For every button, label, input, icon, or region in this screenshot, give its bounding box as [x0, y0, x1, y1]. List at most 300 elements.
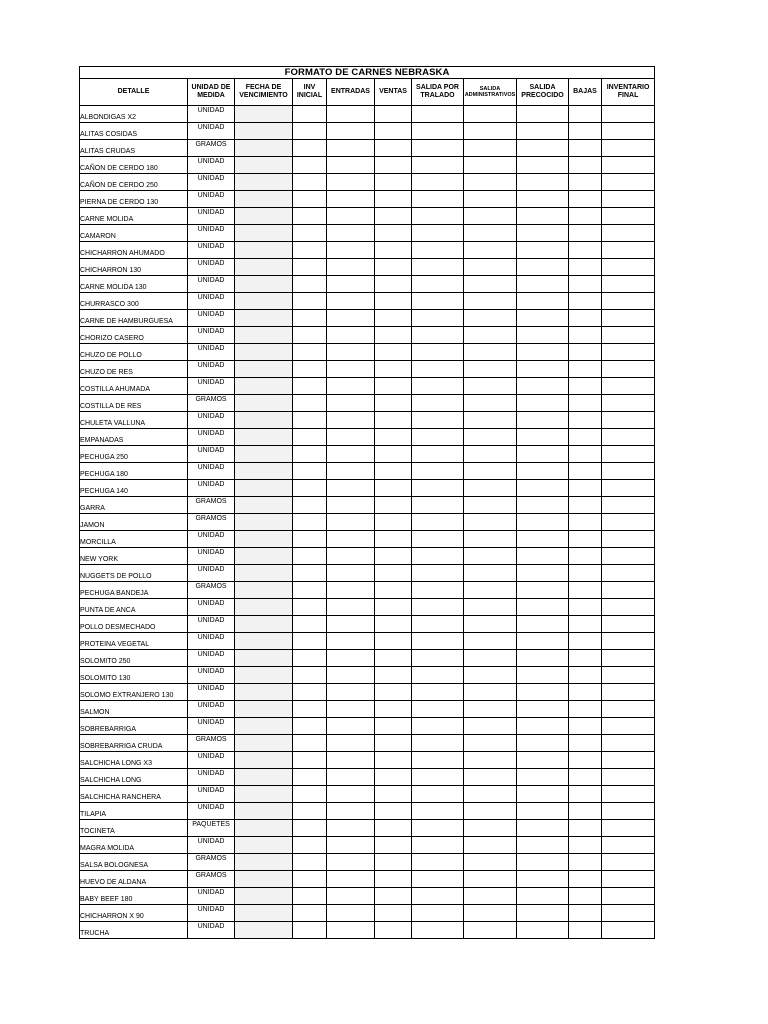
cell-fecha[interactable] — [235, 208, 293, 225]
cell-fecha[interactable] — [235, 378, 293, 395]
cell-inventario-final[interactable] — [602, 769, 655, 786]
cell-salida-tralado[interactable] — [412, 140, 464, 157]
cell-inv-inicial[interactable] — [293, 344, 327, 361]
cell-inv-inicial[interactable] — [293, 106, 327, 123]
cell-salida-precocido[interactable] — [517, 446, 569, 463]
cell-inventario-final[interactable] — [602, 922, 655, 939]
cell-salida-administrativos[interactable] — [464, 599, 517, 616]
cell-inventario-final[interactable] — [602, 752, 655, 769]
cell-salida-administrativos[interactable] — [464, 378, 517, 395]
cell-salida-precocido[interactable] — [517, 531, 569, 548]
cell-salida-tralado[interactable] — [412, 446, 464, 463]
cell-inventario-final[interactable] — [602, 718, 655, 735]
cell-inventario-final[interactable] — [602, 395, 655, 412]
cell-bajas[interactable] — [569, 684, 602, 701]
cell-ventas[interactable] — [375, 344, 412, 361]
cell-salida-tralado[interactable] — [412, 616, 464, 633]
cell-salida-tralado[interactable] — [412, 480, 464, 497]
cell-entradas[interactable] — [327, 140, 375, 157]
cell-salida-administrativos[interactable] — [464, 854, 517, 871]
cell-salida-administrativos[interactable] — [464, 327, 517, 344]
cell-salida-precocido[interactable] — [517, 123, 569, 140]
cell-inventario-final[interactable] — [602, 344, 655, 361]
cell-bajas[interactable] — [569, 463, 602, 480]
cell-inventario-final[interactable] — [602, 140, 655, 157]
cell-ventas[interactable] — [375, 225, 412, 242]
cell-salida-administrativos[interactable] — [464, 684, 517, 701]
cell-salida-tralado[interactable] — [412, 701, 464, 718]
cell-inventario-final[interactable] — [602, 429, 655, 446]
cell-fecha[interactable] — [235, 735, 293, 752]
cell-salida-precocido[interactable] — [517, 310, 569, 327]
cell-entradas[interactable] — [327, 429, 375, 446]
cell-fecha[interactable] — [235, 905, 293, 922]
cell-salida-precocido[interactable] — [517, 429, 569, 446]
cell-inventario-final[interactable] — [602, 582, 655, 599]
cell-fecha[interactable] — [235, 225, 293, 242]
cell-salida-tralado[interactable] — [412, 327, 464, 344]
cell-salida-administrativos[interactable] — [464, 259, 517, 276]
cell-ventas[interactable] — [375, 157, 412, 174]
cell-bajas[interactable] — [569, 531, 602, 548]
cell-inv-inicial[interactable] — [293, 888, 327, 905]
cell-fecha[interactable] — [235, 786, 293, 803]
cell-inventario-final[interactable] — [602, 514, 655, 531]
cell-entradas[interactable] — [327, 650, 375, 667]
cell-fecha[interactable] — [235, 650, 293, 667]
cell-fecha[interactable] — [235, 191, 293, 208]
cell-inv-inicial[interactable] — [293, 582, 327, 599]
cell-ventas[interactable] — [375, 905, 412, 922]
cell-bajas[interactable] — [569, 106, 602, 123]
cell-inv-inicial[interactable] — [293, 293, 327, 310]
cell-salida-tralado[interactable] — [412, 837, 464, 854]
cell-salida-administrativos[interactable] — [464, 922, 517, 939]
cell-inv-inicial[interactable] — [293, 650, 327, 667]
cell-inventario-final[interactable] — [602, 378, 655, 395]
cell-salida-precocido[interactable] — [517, 769, 569, 786]
cell-salida-tralado[interactable] — [412, 565, 464, 582]
cell-bajas[interactable] — [569, 123, 602, 140]
cell-inventario-final[interactable] — [602, 905, 655, 922]
cell-inv-inicial[interactable] — [293, 667, 327, 684]
cell-salida-precocido[interactable] — [517, 837, 569, 854]
cell-inv-inicial[interactable] — [293, 820, 327, 837]
cell-entradas[interactable] — [327, 412, 375, 429]
cell-salida-administrativos[interactable] — [464, 514, 517, 531]
cell-inv-inicial[interactable] — [293, 310, 327, 327]
cell-inventario-final[interactable] — [602, 548, 655, 565]
cell-inventario-final[interactable] — [602, 293, 655, 310]
cell-salida-precocido[interactable] — [517, 820, 569, 837]
cell-inventario-final[interactable] — [602, 633, 655, 650]
cell-salida-precocido[interactable] — [517, 480, 569, 497]
cell-salida-administrativos[interactable] — [464, 735, 517, 752]
cell-entradas[interactable] — [327, 480, 375, 497]
cell-inv-inicial[interactable] — [293, 191, 327, 208]
cell-bajas[interactable] — [569, 599, 602, 616]
cell-ventas[interactable] — [375, 293, 412, 310]
cell-bajas[interactable] — [569, 242, 602, 259]
cell-bajas[interactable] — [569, 259, 602, 276]
cell-bajas[interactable] — [569, 854, 602, 871]
cell-entradas[interactable] — [327, 446, 375, 463]
cell-bajas[interactable] — [569, 140, 602, 157]
cell-inv-inicial[interactable] — [293, 701, 327, 718]
cell-ventas[interactable] — [375, 446, 412, 463]
cell-salida-tralado[interactable] — [412, 871, 464, 888]
cell-salida-precocido[interactable] — [517, 599, 569, 616]
cell-salida-tralado[interactable] — [412, 820, 464, 837]
cell-fecha[interactable] — [235, 718, 293, 735]
cell-fecha[interactable] — [235, 531, 293, 548]
cell-fecha[interactable] — [235, 157, 293, 174]
cell-fecha[interactable] — [235, 344, 293, 361]
cell-salida-tralado[interactable] — [412, 378, 464, 395]
cell-fecha[interactable] — [235, 327, 293, 344]
cell-salida-tralado[interactable] — [412, 361, 464, 378]
cell-salida-precocido[interactable] — [517, 463, 569, 480]
cell-entradas[interactable] — [327, 667, 375, 684]
cell-ventas[interactable] — [375, 701, 412, 718]
cell-inventario-final[interactable] — [602, 157, 655, 174]
cell-ventas[interactable] — [375, 735, 412, 752]
cell-salida-precocido[interactable] — [517, 361, 569, 378]
cell-fecha[interactable] — [235, 803, 293, 820]
cell-fecha[interactable] — [235, 310, 293, 327]
cell-salida-precocido[interactable] — [517, 871, 569, 888]
cell-salida-tralado[interactable] — [412, 888, 464, 905]
cell-ventas[interactable] — [375, 650, 412, 667]
cell-ventas[interactable] — [375, 395, 412, 412]
cell-entradas[interactable] — [327, 293, 375, 310]
cell-inv-inicial[interactable] — [293, 395, 327, 412]
cell-fecha[interactable] — [235, 888, 293, 905]
cell-salida-administrativos[interactable] — [464, 191, 517, 208]
cell-ventas[interactable] — [375, 174, 412, 191]
cell-salida-precocido[interactable] — [517, 344, 569, 361]
cell-inventario-final[interactable] — [602, 565, 655, 582]
cell-inventario-final[interactable] — [602, 616, 655, 633]
cell-inv-inicial[interactable] — [293, 735, 327, 752]
cell-salida-tralado[interactable] — [412, 633, 464, 650]
cell-salida-administrativos[interactable] — [464, 446, 517, 463]
cell-inventario-final[interactable] — [602, 463, 655, 480]
cell-ventas[interactable] — [375, 565, 412, 582]
cell-ventas[interactable] — [375, 718, 412, 735]
cell-bajas[interactable] — [569, 633, 602, 650]
cell-entradas[interactable] — [327, 905, 375, 922]
cell-fecha[interactable] — [235, 480, 293, 497]
cell-salida-precocido[interactable] — [517, 276, 569, 293]
cell-entradas[interactable] — [327, 531, 375, 548]
cell-inv-inicial[interactable] — [293, 922, 327, 939]
cell-salida-precocido[interactable] — [517, 922, 569, 939]
cell-bajas[interactable] — [569, 616, 602, 633]
cell-salida-administrativos[interactable] — [464, 140, 517, 157]
cell-inv-inicial[interactable] — [293, 242, 327, 259]
cell-salida-administrativos[interactable] — [464, 412, 517, 429]
cell-salida-tralado[interactable] — [412, 650, 464, 667]
cell-ventas[interactable] — [375, 412, 412, 429]
cell-inv-inicial[interactable] — [293, 684, 327, 701]
cell-salida-precocido[interactable] — [517, 905, 569, 922]
cell-inventario-final[interactable] — [602, 701, 655, 718]
cell-salida-administrativos[interactable] — [464, 344, 517, 361]
cell-salida-tralado[interactable] — [412, 123, 464, 140]
cell-bajas[interactable] — [569, 701, 602, 718]
cell-ventas[interactable] — [375, 616, 412, 633]
cell-salida-precocido[interactable] — [517, 582, 569, 599]
cell-fecha[interactable] — [235, 684, 293, 701]
cell-bajas[interactable] — [569, 803, 602, 820]
cell-salida-administrativos[interactable] — [464, 616, 517, 633]
cell-ventas[interactable] — [375, 667, 412, 684]
cell-salida-tralado[interactable] — [412, 905, 464, 922]
cell-inventario-final[interactable] — [602, 276, 655, 293]
cell-ventas[interactable] — [375, 259, 412, 276]
cell-salida-administrativos[interactable] — [464, 463, 517, 480]
cell-salida-precocido[interactable] — [517, 803, 569, 820]
cell-salida-tralado[interactable] — [412, 769, 464, 786]
cell-salida-precocido[interactable] — [517, 157, 569, 174]
cell-inv-inicial[interactable] — [293, 463, 327, 480]
cell-inv-inicial[interactable] — [293, 276, 327, 293]
cell-ventas[interactable] — [375, 820, 412, 837]
cell-bajas[interactable] — [569, 395, 602, 412]
cell-inventario-final[interactable] — [602, 123, 655, 140]
cell-bajas[interactable] — [569, 922, 602, 939]
cell-salida-administrativos[interactable] — [464, 582, 517, 599]
cell-bajas[interactable] — [569, 429, 602, 446]
cell-salida-precocido[interactable] — [517, 667, 569, 684]
cell-ventas[interactable] — [375, 871, 412, 888]
cell-fecha[interactable] — [235, 463, 293, 480]
cell-fecha[interactable] — [235, 140, 293, 157]
cell-bajas[interactable] — [569, 667, 602, 684]
cell-salida-administrativos[interactable] — [464, 837, 517, 854]
cell-entradas[interactable] — [327, 276, 375, 293]
cell-salida-tralado[interactable] — [412, 531, 464, 548]
cell-salida-administrativos[interactable] — [464, 531, 517, 548]
cell-salida-precocido[interactable] — [517, 412, 569, 429]
cell-entradas[interactable] — [327, 174, 375, 191]
cell-inventario-final[interactable] — [602, 361, 655, 378]
cell-salida-precocido[interactable] — [517, 242, 569, 259]
cell-bajas[interactable] — [569, 157, 602, 174]
cell-entradas[interactable] — [327, 769, 375, 786]
cell-inv-inicial[interactable] — [293, 599, 327, 616]
cell-salida-precocido[interactable] — [517, 735, 569, 752]
cell-salida-administrativos[interactable] — [464, 225, 517, 242]
cell-inv-inicial[interactable] — [293, 718, 327, 735]
cell-entradas[interactable] — [327, 871, 375, 888]
cell-ventas[interactable] — [375, 276, 412, 293]
cell-salida-administrativos[interactable] — [464, 242, 517, 259]
cell-ventas[interactable] — [375, 514, 412, 531]
cell-ventas[interactable] — [375, 208, 412, 225]
cell-fecha[interactable] — [235, 276, 293, 293]
cell-salida-administrativos[interactable] — [464, 820, 517, 837]
cell-salida-precocido[interactable] — [517, 752, 569, 769]
cell-inv-inicial[interactable] — [293, 208, 327, 225]
cell-ventas[interactable] — [375, 123, 412, 140]
cell-entradas[interactable] — [327, 327, 375, 344]
cell-bajas[interactable] — [569, 276, 602, 293]
cell-salida-administrativos[interactable] — [464, 786, 517, 803]
cell-inv-inicial[interactable] — [293, 378, 327, 395]
cell-salida-tralado[interactable] — [412, 174, 464, 191]
cell-inv-inicial[interactable] — [293, 531, 327, 548]
cell-salida-tralado[interactable] — [412, 429, 464, 446]
cell-salida-administrativos[interactable] — [464, 310, 517, 327]
cell-salida-precocido[interactable] — [517, 786, 569, 803]
cell-inventario-final[interactable] — [602, 786, 655, 803]
cell-fecha[interactable] — [235, 259, 293, 276]
cell-entradas[interactable] — [327, 259, 375, 276]
cell-salida-precocido[interactable] — [517, 718, 569, 735]
cell-entradas[interactable] — [327, 735, 375, 752]
cell-bajas[interactable] — [569, 344, 602, 361]
cell-salida-precocido[interactable] — [517, 888, 569, 905]
cell-inv-inicial[interactable] — [293, 837, 327, 854]
cell-salida-tralado[interactable] — [412, 157, 464, 174]
cell-salida-tralado[interactable] — [412, 922, 464, 939]
cell-inv-inicial[interactable] — [293, 497, 327, 514]
cell-salida-precocido[interactable] — [517, 378, 569, 395]
cell-salida-administrativos[interactable] — [464, 208, 517, 225]
cell-inventario-final[interactable] — [602, 667, 655, 684]
cell-entradas[interactable] — [327, 378, 375, 395]
cell-salida-administrativos[interactable] — [464, 276, 517, 293]
cell-salida-precocido[interactable] — [517, 548, 569, 565]
cell-ventas[interactable] — [375, 429, 412, 446]
cell-ventas[interactable] — [375, 463, 412, 480]
cell-salida-tralado[interactable] — [412, 344, 464, 361]
cell-salida-administrativos[interactable] — [464, 497, 517, 514]
cell-inv-inicial[interactable] — [293, 429, 327, 446]
cell-inventario-final[interactable] — [602, 803, 655, 820]
cell-salida-tralado[interactable] — [412, 225, 464, 242]
cell-inventario-final[interactable] — [602, 820, 655, 837]
cell-entradas[interactable] — [327, 633, 375, 650]
cell-fecha[interactable] — [235, 854, 293, 871]
cell-ventas[interactable] — [375, 378, 412, 395]
cell-ventas[interactable] — [375, 633, 412, 650]
cell-bajas[interactable] — [569, 871, 602, 888]
cell-entradas[interactable] — [327, 582, 375, 599]
cell-bajas[interactable] — [569, 565, 602, 582]
cell-bajas[interactable] — [569, 650, 602, 667]
cell-inv-inicial[interactable] — [293, 769, 327, 786]
cell-ventas[interactable] — [375, 786, 412, 803]
cell-inventario-final[interactable] — [602, 310, 655, 327]
cell-ventas[interactable] — [375, 599, 412, 616]
cell-salida-tralado[interactable] — [412, 395, 464, 412]
cell-ventas[interactable] — [375, 531, 412, 548]
cell-ventas[interactable] — [375, 752, 412, 769]
cell-entradas[interactable] — [327, 463, 375, 480]
cell-inv-inicial[interactable] — [293, 140, 327, 157]
cell-fecha[interactable] — [235, 446, 293, 463]
cell-fecha[interactable] — [235, 922, 293, 939]
cell-inventario-final[interactable] — [602, 871, 655, 888]
cell-ventas[interactable] — [375, 191, 412, 208]
cell-salida-tralado[interactable] — [412, 208, 464, 225]
cell-entradas[interactable] — [327, 718, 375, 735]
cell-bajas[interactable] — [569, 174, 602, 191]
cell-ventas[interactable] — [375, 361, 412, 378]
cell-salida-precocido[interactable] — [517, 650, 569, 667]
cell-bajas[interactable] — [569, 718, 602, 735]
cell-salida-precocido[interactable] — [517, 684, 569, 701]
cell-inv-inicial[interactable] — [293, 905, 327, 922]
cell-bajas[interactable] — [569, 905, 602, 922]
cell-ventas[interactable] — [375, 327, 412, 344]
cell-salida-precocido[interactable] — [517, 259, 569, 276]
cell-inv-inicial[interactable] — [293, 871, 327, 888]
cell-fecha[interactable] — [235, 395, 293, 412]
cell-inventario-final[interactable] — [602, 888, 655, 905]
cell-entradas[interactable] — [327, 344, 375, 361]
cell-bajas[interactable] — [569, 310, 602, 327]
cell-bajas[interactable] — [569, 820, 602, 837]
cell-inv-inicial[interactable] — [293, 616, 327, 633]
cell-salida-tralado[interactable] — [412, 854, 464, 871]
cell-salida-administrativos[interactable] — [464, 123, 517, 140]
cell-inventario-final[interactable] — [602, 174, 655, 191]
cell-fecha[interactable] — [235, 361, 293, 378]
cell-ventas[interactable] — [375, 106, 412, 123]
cell-salida-administrativos[interactable] — [464, 106, 517, 123]
cell-salida-administrativos[interactable] — [464, 871, 517, 888]
cell-bajas[interactable] — [569, 446, 602, 463]
cell-salida-tralado[interactable] — [412, 259, 464, 276]
cell-salida-precocido[interactable] — [517, 395, 569, 412]
cell-salida-administrativos[interactable] — [464, 667, 517, 684]
cell-salida-tralado[interactable] — [412, 735, 464, 752]
cell-salida-tralado[interactable] — [412, 293, 464, 310]
cell-inv-inicial[interactable] — [293, 174, 327, 191]
cell-salida-administrativos[interactable] — [464, 650, 517, 667]
cell-bajas[interactable] — [569, 327, 602, 344]
cell-salida-tralado[interactable] — [412, 242, 464, 259]
cell-fecha[interactable] — [235, 820, 293, 837]
cell-bajas[interactable] — [569, 735, 602, 752]
cell-entradas[interactable] — [327, 310, 375, 327]
cell-ventas[interactable] — [375, 888, 412, 905]
cell-inv-inicial[interactable] — [293, 514, 327, 531]
cell-salida-administrativos[interactable] — [464, 293, 517, 310]
cell-ventas[interactable] — [375, 242, 412, 259]
cell-salida-tralado[interactable] — [412, 463, 464, 480]
cell-inventario-final[interactable] — [602, 327, 655, 344]
cell-inventario-final[interactable] — [602, 599, 655, 616]
cell-salida-tralado[interactable] — [412, 106, 464, 123]
cell-ventas[interactable] — [375, 582, 412, 599]
cell-inventario-final[interactable] — [602, 259, 655, 276]
cell-entradas[interactable] — [327, 106, 375, 123]
cell-salida-tralado[interactable] — [412, 276, 464, 293]
cell-salida-administrativos[interactable] — [464, 548, 517, 565]
cell-salida-precocido[interactable] — [517, 854, 569, 871]
cell-fecha[interactable] — [235, 242, 293, 259]
cell-entradas[interactable] — [327, 123, 375, 140]
cell-bajas[interactable] — [569, 888, 602, 905]
cell-salida-tralado[interactable] — [412, 412, 464, 429]
cell-fecha[interactable] — [235, 582, 293, 599]
cell-entradas[interactable] — [327, 854, 375, 871]
